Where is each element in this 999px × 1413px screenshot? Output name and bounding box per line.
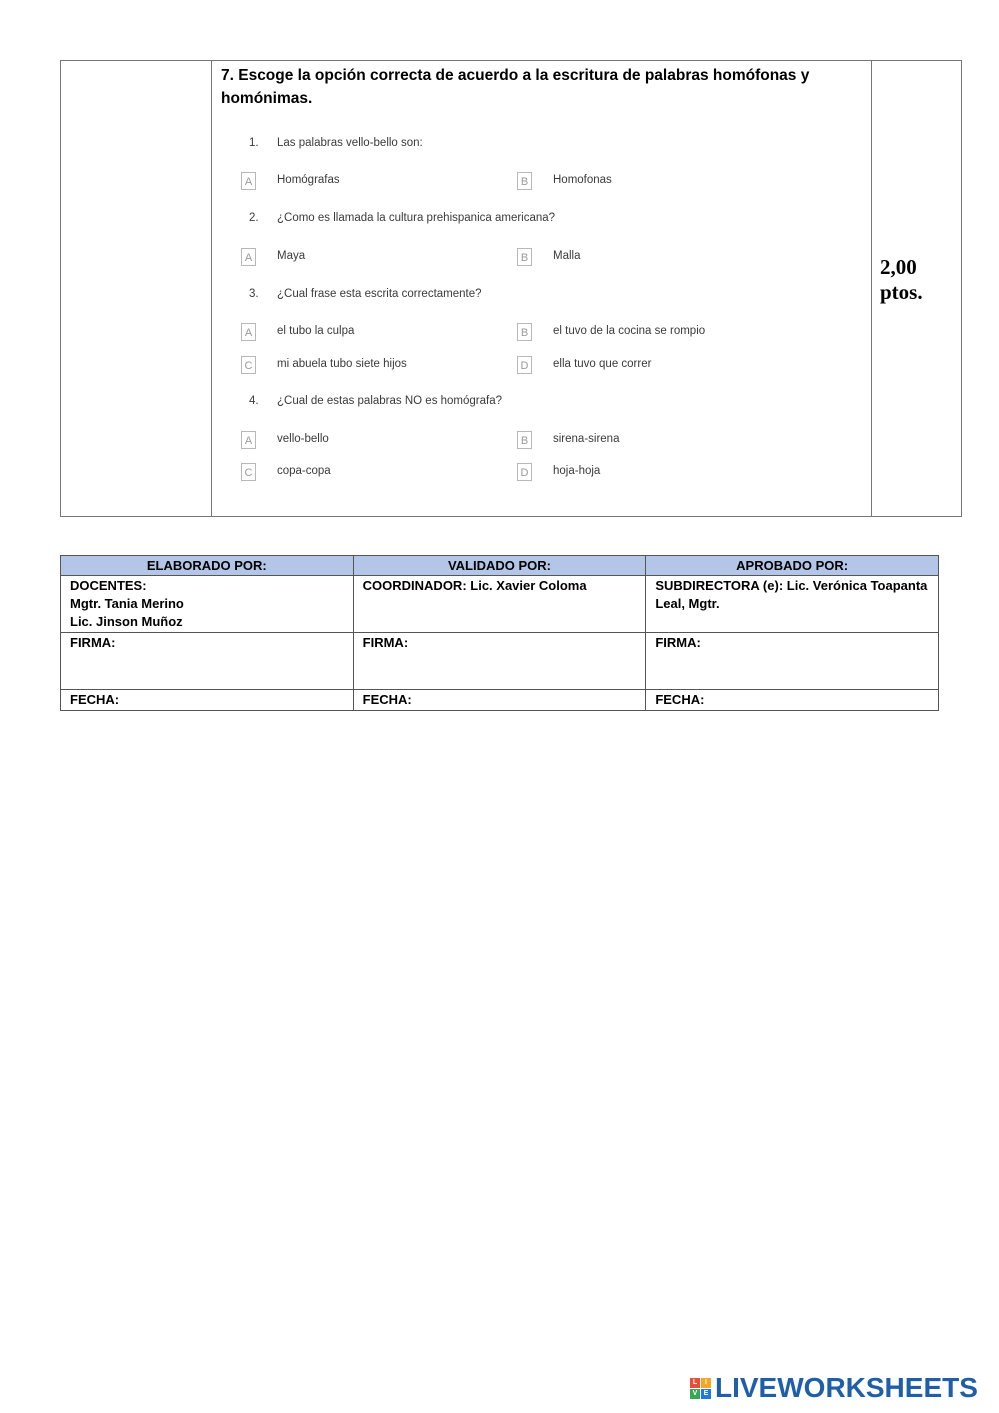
logo-letter: I (701, 1378, 711, 1388)
option-box[interactable]: D (517, 356, 532, 374)
option-text: sirena-sirena (553, 433, 620, 445)
fecha-cell: FECHA: (646, 690, 939, 711)
option-text: ella tuvo que correr (553, 358, 652, 370)
logo-letter: V (690, 1389, 700, 1399)
option-text: Maya (277, 250, 306, 262)
option-text: Homofonas (553, 174, 612, 186)
people-line: Mgtr. Tania Merino (70, 596, 184, 611)
option-box[interactable]: A (241, 172, 256, 190)
score-value: 2,00 ptos. (880, 254, 923, 304)
people-line: COORDINADOR: Lic. Xavier Coloma (362, 578, 587, 593)
option-box[interactable]: D (517, 463, 532, 481)
item-text: ¿Como es llamada la cultura prehispanica americana? (277, 212, 556, 224)
option-text: mi abuela tubo siete hijos (277, 358, 407, 370)
option-box[interactable]: B (517, 172, 532, 190)
option-text: Homógrafas (277, 174, 340, 186)
option-text: el tuvo de la cocina se rompio (553, 325, 706, 337)
firma-cell: FIRMA: (353, 633, 646, 690)
people-line: SUBDIRECTORA (e): Lic. Verónica Toapanta Leal, Mgtr. (655, 578, 928, 611)
question-title: 7. Escoge la opción correcta de acuerdo a la escritura de palabras homófonas y homónimas. (221, 67, 810, 107)
question-cell (212, 61, 872, 517)
elaborado-people (61, 576, 354, 633)
item-text: ¿Cual frase esta escrita correctamente? (277, 288, 482, 300)
option-text: hoja-hoja (553, 465, 601, 477)
item-number: 1. (249, 137, 259, 149)
item-text: ¿Cual de estas palabras NO es homógrafa? (277, 395, 503, 407)
logo-mark-icon (690, 1378, 711, 1399)
option-text: el tubo la culpa (277, 325, 355, 337)
firma-cell: FIRMA: (646, 633, 939, 690)
logo-letter: L (690, 1378, 700, 1388)
option-text: copa-copa (277, 465, 331, 477)
fecha-cell: FECHA: (61, 690, 354, 711)
signature-table (60, 555, 939, 711)
option-box[interactable]: C (241, 356, 256, 374)
option-box[interactable]: B (517, 248, 532, 266)
exam-question-table (60, 60, 962, 517)
logo-text: LIVEWORKSHEETS (715, 1372, 978, 1403)
item-number: 4. (249, 395, 259, 407)
option-box[interactable]: A (241, 323, 256, 341)
liveworksheets-logo[interactable] (690, 1373, 978, 1403)
item-number: 3. (249, 288, 259, 300)
option-text: vello-bello (277, 433, 329, 445)
fecha-cell: FECHA: (353, 690, 646, 711)
option-text: Malla (553, 250, 581, 262)
firma-cell: FIRMA: (61, 633, 354, 690)
header-aprobado: APROBADO POR: (646, 556, 939, 576)
logo-letter: E (701, 1389, 711, 1399)
option-box[interactable]: C (241, 463, 256, 481)
score-cell (872, 61, 962, 517)
header-elaborado: ELABORADO POR: (61, 556, 354, 576)
validado-people (353, 576, 646, 633)
option-box[interactable]: B (517, 431, 532, 449)
aprobado-people (646, 576, 939, 633)
header-validado: VALIDADO POR: (353, 556, 646, 576)
empty-left-cell (61, 61, 212, 517)
item-text: Las palabras vello-bello son: (277, 137, 423, 149)
people-line: Lic. Jinson Muñoz (70, 614, 183, 629)
people-line: DOCENTES: (70, 578, 147, 593)
option-box[interactable]: A (241, 248, 256, 266)
option-box[interactable]: B (517, 323, 532, 341)
item-number: 2. (249, 212, 259, 224)
option-box[interactable]: A (241, 431, 256, 449)
